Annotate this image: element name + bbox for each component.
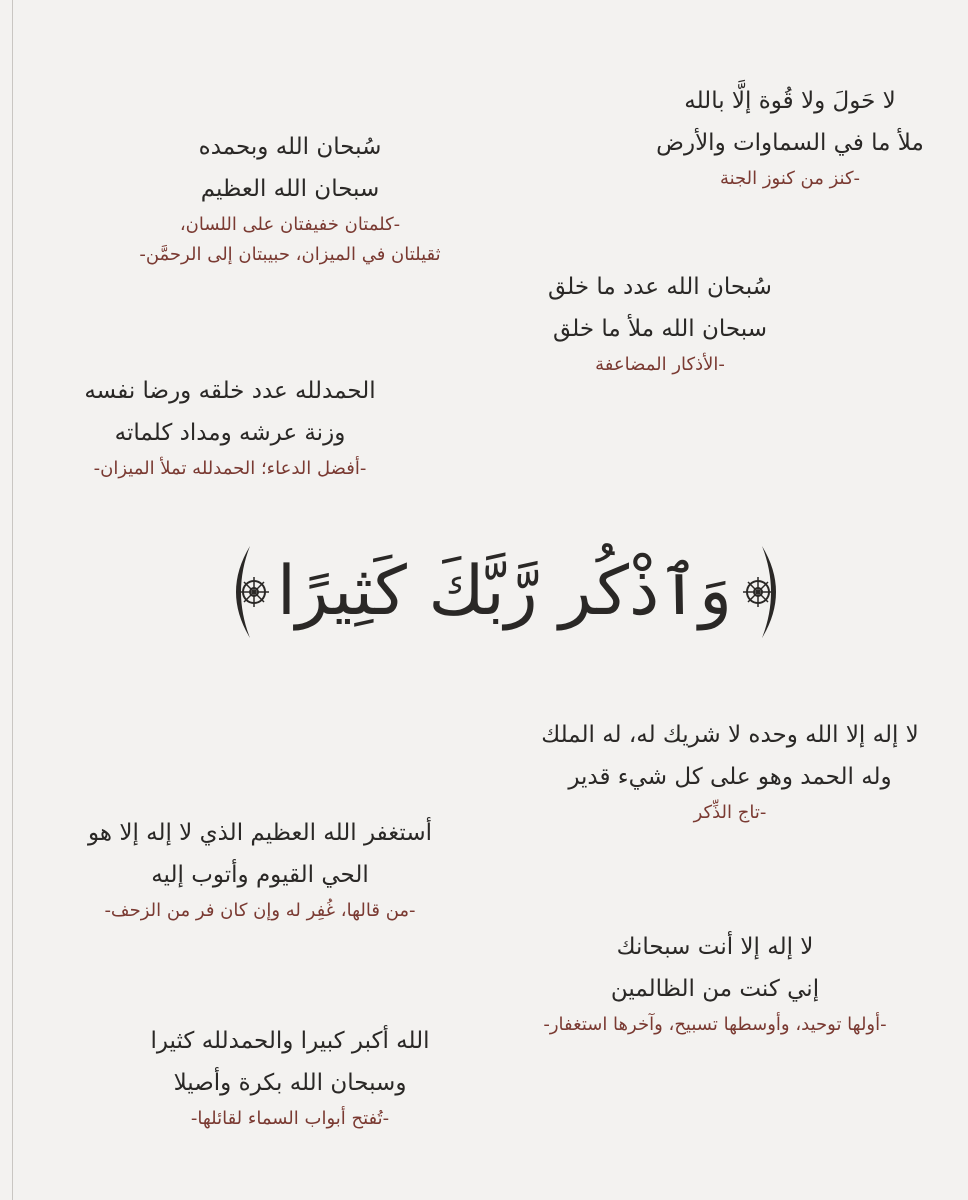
dhikr-note: -كلمتان خفيفتان على اللسان، — [179, 214, 401, 235]
dhikr-note: -الأذكار المضاعفة — [595, 354, 725, 375]
dhikr-note: -أولها توحيد، وأوسطها تسبيح، وآخرها استغفار- — [543, 1014, 887, 1035]
dhikr-line: سُبحان الله وبحمده — [198, 134, 382, 160]
dhikr-hawqala — [620, 80, 960, 194]
dhikr-tawhid — [500, 714, 960, 828]
verse-title — [220, 532, 792, 652]
dhikr-note: -أفضل الدعاء؛ الحمدلله تملأ الميزان- — [93, 458, 367, 479]
dhikr-line: لا حَولَ ولا قُوة إلَّا بالله — [684, 88, 896, 114]
dhikr-note: -تاج الذِّكر — [693, 802, 767, 823]
dhikr-subhan-adad — [510, 266, 810, 380]
dhikr-istighfar — [60, 812, 460, 926]
page-border — [12, 0, 13, 1200]
dhikr-line: إني كنت من الظالمين — [610, 976, 820, 1002]
dhikr-yunus — [490, 926, 940, 1040]
dhikr-takbir — [110, 1020, 470, 1134]
dhikr-line: أستغفر الله العظيم الذي لا إله إلا هو — [88, 820, 432, 846]
crescent-ornament-icon — [736, 540, 792, 644]
dhikr-line: سبحان الله ملأ ما خلق — [553, 316, 767, 342]
dhikr-line: سُبحان الله عدد ما خلق — [548, 274, 772, 300]
dhikr-line: لا إله إلا الله وحده لا شريك له، له الملك — [541, 722, 919, 748]
verse-text: وَٱذْكُر رَّبَّكَ كَثِيرًا — [277, 552, 732, 631]
dhikr-note: -تُفتح أبواب السماء لقائلها- — [190, 1108, 390, 1129]
dhikr-hamd — [40, 370, 420, 484]
dhikr-line: الحي القيوم وأتوب إليه — [151, 862, 369, 888]
dhikr-note: -كنز من كنوز الجنة — [719, 168, 861, 189]
dhikr-line: لا إله إلا أنت سبحانك — [616, 934, 814, 960]
dhikr-line: وسبحان الله بكرة وأصيلا — [173, 1070, 407, 1096]
dhikr-note: -من قالها، غُفِر له وإن كان فر من الزحف- — [104, 900, 416, 921]
dhikr-subhan-bihamdih — [90, 126, 490, 270]
dhikr-line: ملأ ما في السماوات والأرض — [656, 130, 924, 156]
dhikr-line: الله أكبر كبيرا والحمدلله كثيرا — [150, 1028, 430, 1054]
dhikr-line: الحمدلله عدد خلقه ورضا نفسه — [84, 378, 376, 404]
dhikr-line: سبحان الله العظيم — [200, 176, 380, 202]
dhikr-note: ثقيلتان في الميزان، حبيبتان إلى الرحمَّن- — [139, 244, 441, 265]
dhikr-line: وله الحمد وهو على كل شيء قدير — [568, 764, 892, 790]
crescent-ornament-icon — [220, 540, 276, 644]
dhikr-line: وزنة عرشه ومداد كلماته — [114, 420, 346, 446]
